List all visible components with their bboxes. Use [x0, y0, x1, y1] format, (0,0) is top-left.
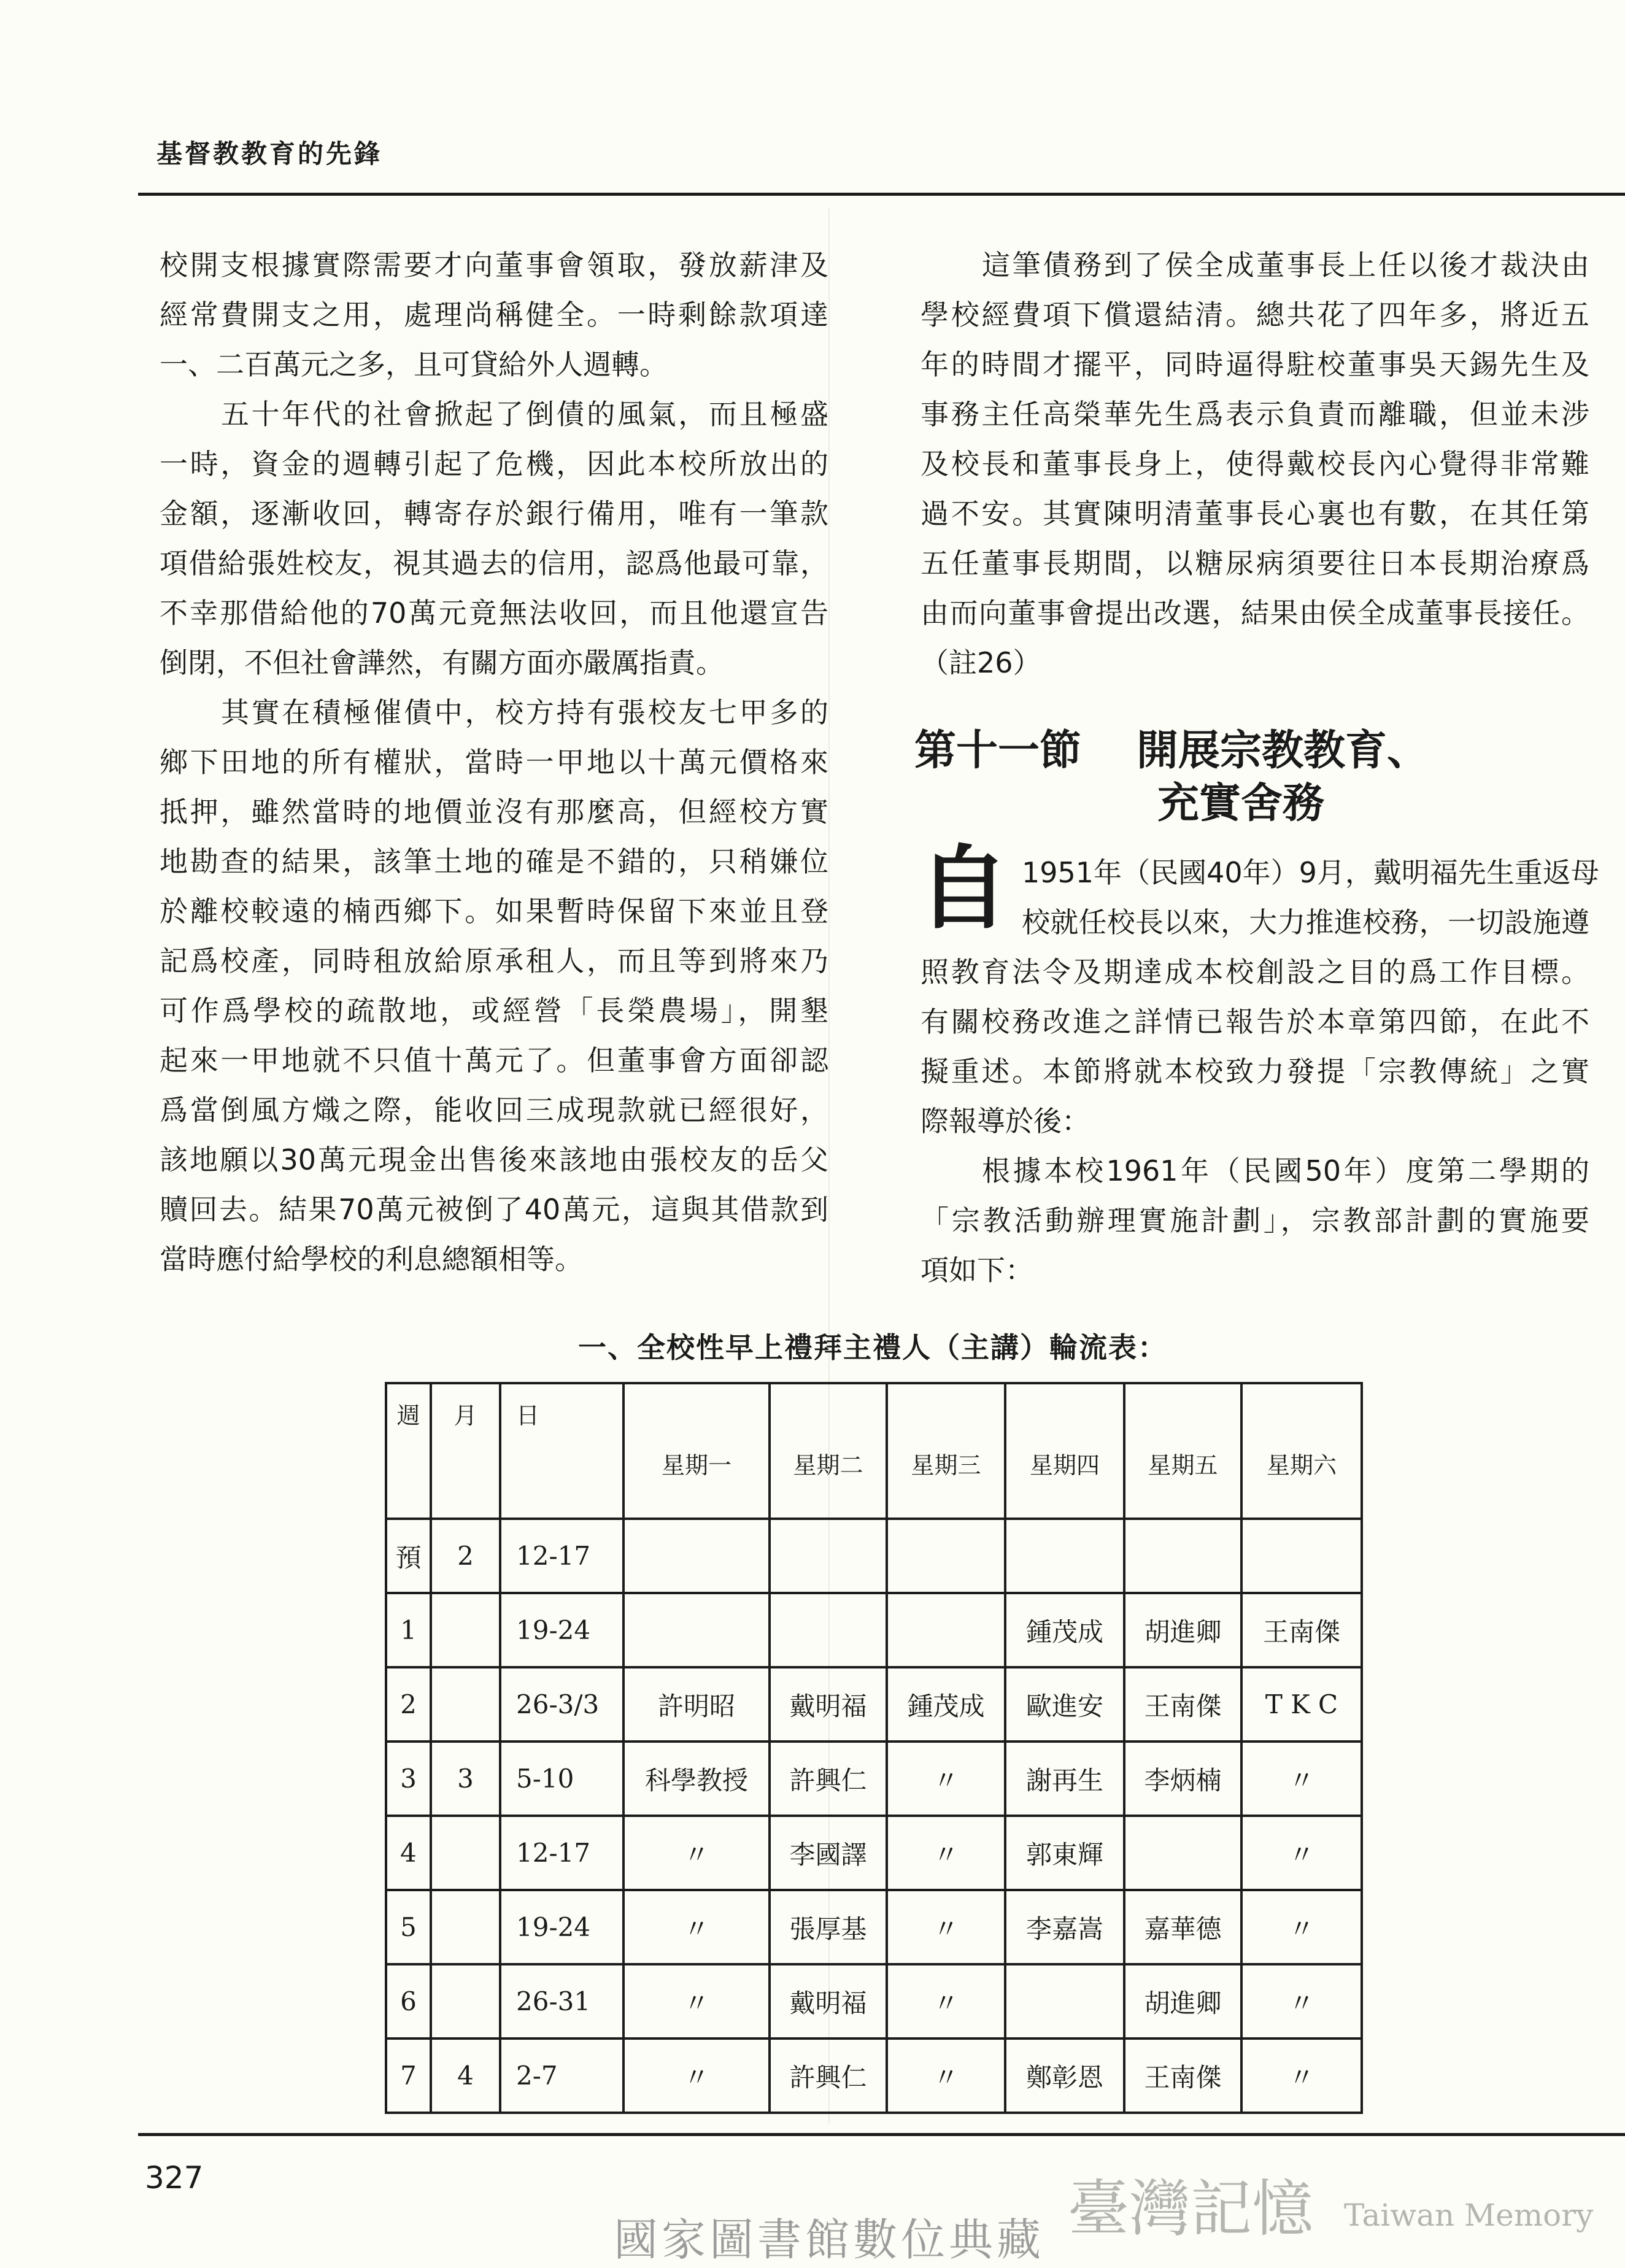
table-row: [386, 1519, 1362, 1593]
table-cell: 〃: [1241, 1890, 1362, 1964]
text-line: 五任董事長期間，以糖尿病須要往日本長期治療爲: [921, 547, 1589, 580]
table-cell: 19-24: [500, 1593, 623, 1667]
text-line: 年的時間才擺平，同時逼得駐校董事吳天錫先生及: [921, 348, 1589, 381]
text-line: 該地願以30萬元現金出售後來該地由張校友的岳父: [160, 1143, 828, 1176]
table-cell: 〃: [623, 1890, 770, 1964]
table-cell: [770, 1519, 887, 1593]
table-cell: 李嘉嵩: [1005, 1890, 1124, 1964]
table-cell: [1124, 1519, 1241, 1593]
table-cell: 2-7: [500, 2038, 623, 2113]
table-cell: 4: [386, 1816, 431, 1890]
table-cell: 嘉華德: [1124, 1890, 1241, 1964]
column-header: 週: [386, 1383, 431, 1519]
table-cell: 〃: [1241, 2038, 1362, 2113]
schedule-table: [385, 1382, 1363, 2114]
section-title-line2: 充實舍務: [1157, 779, 1325, 828]
text-line: 根據本校1961年（民國50年）度第二學期的: [982, 1154, 1589, 1187]
text-line: 於離校較遠的楠西鄉下。如果暫時保留下來並且登: [160, 895, 828, 928]
table-cell: 謝再生: [1005, 1742, 1124, 1816]
table-cell: [770, 1593, 887, 1667]
text-line: 照教育法令及期達成本校創設之目的爲工作目標。: [921, 955, 1589, 989]
watermark-taiwan-memory-en: Taiwan Memory: [1344, 2197, 1594, 2233]
text-line: 校開支根據實際需要才向董事會領取，發放薪津及: [160, 249, 828, 282]
table-cell: 2: [386, 1667, 431, 1742]
table-cell: 〃: [1241, 1964, 1362, 2038]
table-cell: 戴明福: [770, 1964, 887, 2038]
text-line: 抵押，雖然當時的地價並沒有那麼高，但經校方實: [160, 795, 828, 828]
table-cell: 戴明福: [770, 1667, 887, 1742]
column-header: 星期二: [770, 1383, 887, 1519]
table-cell: 〃: [887, 1742, 1005, 1816]
text-line: 項借給張姓校友，視其過去的信用，認爲他最可靠，: [160, 547, 828, 580]
section-heading: [914, 727, 1429, 776]
text-line: 爲當倒風方熾之際，能收回三成現款就已經很好，: [160, 1094, 828, 1127]
table-cell: 〃: [887, 1964, 1005, 2038]
table-cell: 〃: [623, 1816, 770, 1890]
table-cell: 王南傑: [1241, 1593, 1362, 1667]
text-line: 項如下：: [921, 1254, 1033, 1287]
table-cell: 1: [386, 1593, 431, 1667]
text-line: 1951年（民國40年）9月，戴明福先生重返母: [1022, 856, 1599, 889]
table-row: [386, 1964, 1362, 2038]
text-line: 地勘查的結果，該筆土地的確是不錯的，只稍嫌位: [160, 845, 828, 878]
text-line: 贖回去。結果70萬元被倒了40萬元，這與其借款到: [160, 1193, 828, 1226]
text-line: 五十年代的社會掀起了倒債的風氣，而且極盛: [221, 398, 828, 431]
text-line: 有關校務改進之詳情已報告於本章第四節，在此不: [921, 1005, 1589, 1038]
table-row: [386, 1816, 1362, 1890]
table-cell: 胡進卿: [1124, 1964, 1241, 2038]
table-cell: 12-17: [500, 1519, 623, 1593]
table-cell: 許興仁: [770, 1742, 887, 1816]
text-line: 可作爲學校的疏散地，或經營「長榮農場」，開墾: [160, 994, 828, 1027]
table-cell: [1005, 1519, 1124, 1593]
table-cell: 王南傑: [1124, 1667, 1241, 1742]
footer-rule: [138, 2133, 1625, 2136]
table-cell: 26-3/3: [500, 1667, 623, 1742]
column-header: 星期五: [1124, 1383, 1241, 1519]
text-line: 不幸那借給他的70萬元竟無法收回，而且他還宣告: [160, 596, 828, 630]
text-line: 記爲校產，同時租放給原承租人，而且等到將來乃: [160, 944, 828, 978]
table-row: [386, 1890, 1362, 1964]
text-line: 經常費開支之用，處理尚稱健全。一時剩餘款項達: [160, 298, 828, 331]
text-line: （註26）: [921, 646, 1041, 679]
column-header: 日: [500, 1383, 623, 1519]
table-row: [386, 1593, 1362, 1667]
table-cell: [431, 1890, 500, 1964]
text-line: 學校經費項下償還結清。總共花了四年多，將近五: [921, 298, 1589, 331]
column-header: 星期四: [1005, 1383, 1124, 1519]
table-cell: 7: [386, 2038, 431, 2113]
text-line: 及校長和董事長身上，使得戴校長內心覺得非常難: [921, 447, 1589, 480]
text-line: 事務主任高榮華先生爲表示負責而離職，但並未涉: [921, 398, 1589, 431]
table-cell: [431, 1816, 500, 1890]
table-cell: 鍾茂成: [1005, 1593, 1124, 1667]
table-cell: 5: [386, 1890, 431, 1964]
text-line: 校就任校長以來，大力推進校務，一切設施遵: [1022, 906, 1589, 939]
table-cell: 5-10: [500, 1742, 623, 1816]
table-cell: 4: [431, 2038, 500, 2113]
column-header: 星期一: [623, 1383, 770, 1519]
table-header-row: [386, 1383, 1362, 1519]
table-cell: 19-24: [500, 1890, 623, 1964]
table-cell: 王南傑: [1124, 2038, 1241, 2113]
table-cell: 2: [431, 1519, 500, 1593]
table-cell: [1241, 1519, 1362, 1593]
table-cell: 張厚基: [770, 1890, 887, 1964]
drop-cap: 自: [918, 836, 1009, 941]
left-column: [160, 241, 828, 1284]
table-cell: 〃: [1241, 1742, 1362, 1816]
table-cell: 〃: [623, 2038, 770, 2113]
table-cell: 李炳楠: [1124, 1742, 1241, 1816]
table-cell: 胡進卿: [1124, 1593, 1241, 1667]
text-line: 倒閉，不但社會譁然，有關方面亦嚴厲指責。: [160, 646, 724, 679]
text-line: 金額，逐漸收回，轉寄存於銀行備用，唯有一筆款: [160, 497, 828, 530]
text-line: 起來一甲地就不只值十萬元了。但董事會方面卻認: [160, 1044, 828, 1077]
text-line: 一、二百萬元之多，且可貸給外人週轉。: [160, 348, 668, 381]
column-header: 星期三: [887, 1383, 1005, 1519]
table-row: [386, 1742, 1362, 1816]
table-row: [386, 1667, 1362, 1742]
table-cell: [887, 1593, 1005, 1667]
section-title-line1: 開展宗教教育、: [1137, 727, 1429, 775]
table-cell: 許興仁: [770, 2038, 887, 2113]
table-cell: [623, 1593, 770, 1667]
watermark-ncl: 國家圖書館數位典藏: [614, 2214, 1045, 2266]
table-cell: 預: [386, 1519, 431, 1593]
page-number: 327: [145, 2160, 204, 2196]
table-cell: [623, 1519, 770, 1593]
text-line: 當時應付給學校的利息總額相等。: [160, 1243, 583, 1276]
table-cell: 12-17: [500, 1816, 623, 1890]
table-cell: 郭東輝: [1005, 1816, 1124, 1890]
running-head: 基督教教育的先鋒: [156, 139, 383, 169]
table-cell: 6: [386, 1964, 431, 2038]
table-cell: 科學教授: [623, 1742, 770, 1816]
header-rule: [138, 193, 1625, 196]
text-line: 過不安。其實陳明清董事長心裏也有數，在其任第: [921, 497, 1589, 530]
section-number: 第十一節: [914, 727, 1082, 775]
table-cell: 〃: [1241, 1816, 1362, 1890]
column-header: 月: [431, 1383, 500, 1519]
table-cell: 許明昭: [623, 1667, 770, 1742]
table-cell: 〃: [623, 1964, 770, 2038]
table-cell: [431, 1667, 500, 1742]
table-cell: 鍾茂成: [887, 1667, 1005, 1742]
text-line: 擬重述。本節將就本校致力發提「宗教傳統」之實: [921, 1055, 1589, 1088]
text-line: 由而向董事會提出改選，結果由侯全成董事長接任。: [921, 596, 1589, 630]
table-cell: 李國譯: [770, 1816, 887, 1890]
table-cell: [431, 1964, 500, 2038]
table-cell: 歐進安: [1005, 1667, 1124, 1742]
table-cell: 〃: [887, 1816, 1005, 1890]
table-cell: [431, 1593, 500, 1667]
table-row: [386, 2038, 1362, 2113]
text-line: 際報導於後：: [921, 1105, 1090, 1138]
table-cell: 〃: [887, 1890, 1005, 1964]
table-cell: 〃: [887, 2038, 1005, 2113]
table-title: 一、全校性早上禮拜主禮人（主講）輪流表：: [578, 1331, 1167, 1364]
table-cell: [1124, 1816, 1241, 1890]
table-cell: T K C: [1241, 1667, 1362, 1742]
text-line: 鄉下田地的所有權狀，當時一甲地以十萬元價格來: [160, 746, 828, 779]
text-line: 一時，資金的週轉引起了危機，因此本校所放出的: [160, 447, 828, 480]
text-line: 其實在積極催債中，校方持有張校友七甲多的: [221, 696, 828, 729]
table-cell: 3: [386, 1742, 431, 1816]
text-line: 這筆債務到了侯全成董事長上任以後才裁決由: [982, 249, 1589, 282]
table-cell: 26-31: [500, 1964, 623, 2038]
table-cell: 3: [431, 1742, 500, 1816]
table-cell: [887, 1519, 1005, 1593]
watermark-taiwan-memory: 臺灣記憶: [1068, 2173, 1313, 2245]
text-line: 「宗教活動辦理實施計劃」，宗教部計劃的實施要: [921, 1204, 1589, 1237]
right-column-bottom: [921, 848, 1599, 1295]
right-column-top: [921, 241, 1589, 688]
column-header: 星期六: [1241, 1383, 1362, 1519]
table-cell: 鄭彰恩: [1005, 2038, 1124, 2113]
table-cell: [1005, 1964, 1124, 2038]
